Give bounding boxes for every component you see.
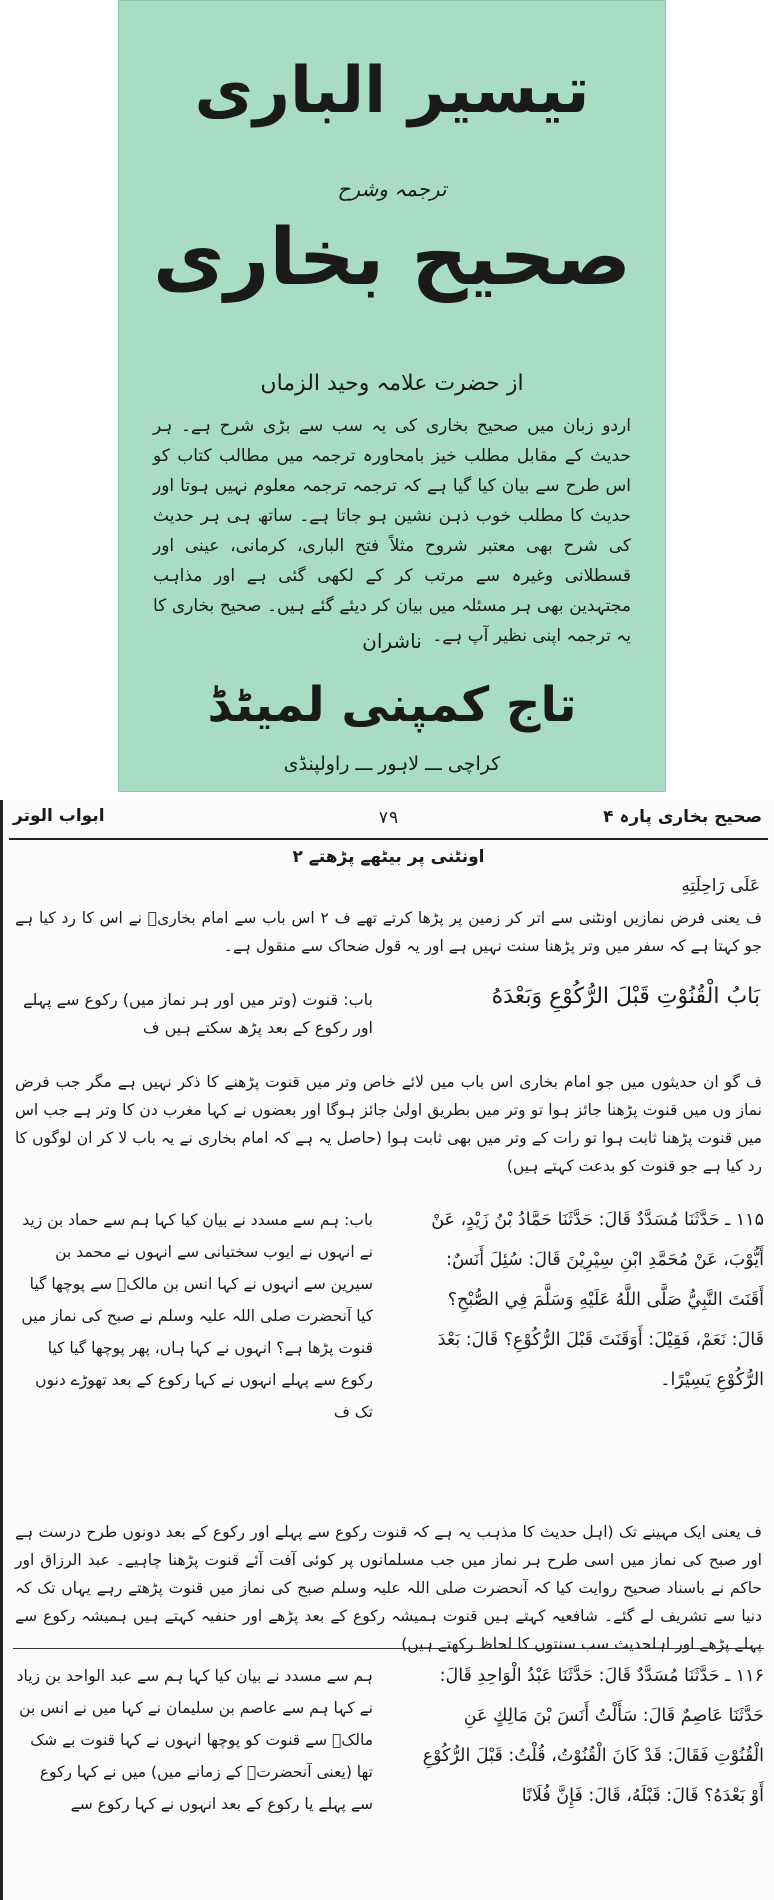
chapter-title-urdu: باب: قنوت (وتر میں اور ہر نماز میں) رکوع سے پہلے اور رکوع کے بعد پڑھ سکتے ہیں ف xyxy=(23,990,373,1037)
header-rule xyxy=(9,838,768,840)
publisher-cities: کراچی ـــ لاہور ـــ راولپنڈی xyxy=(283,753,501,775)
publisher-name: تاج کمپنی لمیٹڈ xyxy=(207,677,577,733)
hadith-116-arabic: ۱۱۶ ـ حَدَّثَنَا مُسَدَّدٌ قَالَ: حَدَّثَنَا عَبْدُ الْوَاحِدِ قَالَ: حَدَّثَنَا عَاصِمٌ قَالَ: سَأَلْتُ أَنَسَ بْنَ مَالِكٍ عَنِ الْقُنُوْتِ فَقَالَ: قَدْ كَانَ الْقُنُوْتُ، قُلْتُ: قَبْلَ الرُّكُوْعِ أَوْ بَعْدَهُ؟ قَالَ: قَبْلَهُ، قَالَ: فَإِنَّ فُلَانًا xyxy=(422,1666,764,1806)
book-cover xyxy=(118,0,666,792)
footnote-paragraph-1: ف یعنی فرض نمازیں اونٹنی سے اتر کر زمین پر پڑھا کرتے تھے ف ۲ اس باب سے امام بخاریؒ نے اس کا رد کیا ہے جو کہتا ہے کہ سفر میں وتر پڑھنا سنت نہیں ہے اور یہ قول ضحاک سے منقول ہے۔ xyxy=(15,909,762,955)
publisher-label: ناشران xyxy=(362,629,422,653)
arabic-line: عَلَى رَاحِلَتِهِ xyxy=(681,876,760,896)
page-number: ۷۹ xyxy=(378,808,399,828)
section-divider xyxy=(13,1648,764,1649)
scanned-page xyxy=(0,800,774,1900)
cover-title: تیسیر الباری xyxy=(194,54,590,128)
cover-subtitle: ترجمہ وشرح xyxy=(337,177,447,201)
section-heading: اونٹنی پر بیٹھے پڑھتے ۲ xyxy=(292,847,485,867)
hadith-115-arabic: ۱۱۵ ـ حَدَّثَنَا مُسَدَّدٌ قَالَ: حَدَّثَنَا حَمَّادُ بْنُ زَيْدٍ، عَنْ أَيُّوْبَ، عَنْ مُحَمَّدِ ابْنِ سِيْرِيْنَ قَالَ: سُئِلَ أَنَسٌ: أَقَنَتَ النَّبِيُّ صَلَّى اللَّهُ عَلَيْهِ وَسَلَّمَ فِي الصُّبْحِ؟ قَالَ: نَعَمْ، فَقِيْلَ: أَوَقَنَتَ قَبْلَ الرُّكُوْعِ؟ قَالَ: بَعْدَ الرُّكُوْعِ يَسِيْرًا۔ xyxy=(431,1210,764,1390)
cover-description: اردو زبان میں صحیح بخاری کی یہ سب سے بڑی شرح ہے۔ ہر حدیث کے مقابل مطلب خیز بامحاورہ ترجمہ میں مطالب کتاب کو اس طرح سے بیان کیا گیا ہے کہ ترجمہ ترجمہ معلوم نہیں ہوتا اور حدیث کا مطلب خوب ذہن نشین ہو جاتا ہے۔ ساتھ ہی ہر حدیث کی شرح بھی معتبر شروح مثلاً فتح الباری، کرمانی، عینی اور قسطلانی وغیرہ سے مرتب کر کے لکھی گئی ہے اور مذاہب مجتہدین بھی ہر مسئلہ میں بیان کر دیئے گئے ہیں۔ صحیح بخاری کا یہ ترجمہ اپنی نظیر آپ ہے۔ xyxy=(153,416,631,646)
header-chapter: ابواب الوتر xyxy=(13,806,105,826)
hadith-115-urdu: باب: ہم سے مسدد نے بیان کیا کہا ہم سے حماد بن زید نے انہوں نے ایوب سختیانی سے انہوں نے محمد بن سیرین سے انہوں نے کہا انس بن مالکؓ سے پوچھا گیا کیا آنحضرت صلی اللہ علیہ وسلم نے صبح کی نماز میں قنوت پڑھا ہے؟ انہوں نے کہا ہاں، پھر پوچھا گیا کیا رکوع سے پہلے انہوں نے کہا رکوع کے بعد تھوڑے دنوں تک ف xyxy=(21,1211,373,1421)
cover-author: از حضرت علامہ وحید الزماں xyxy=(260,371,524,396)
chapter-title-arabic: بَابُ الْقُنُوْتِ قَبْلَ الرُّكُوْعِ وَبَعْدَهُ xyxy=(491,984,760,1009)
footnote-paragraph-3: ف یعنی ایک مہینے تک (اہل حدیث کا مذہب یہ ہے کہ قنوت رکوع سے پہلے اور رکوع کے بعد دونوں طرح درست ہے اور صبح کی نماز میں اسی طرح ہر نماز میں جب مسلمانوں پر کوئی آفت آئے قنوت پڑھنا چاہیے۔ عبد الرزاق اور حاکم نے باسناد صحیح روایت کیا کہ آنحضرت صلی اللہ علیہ وسلم صبح کی نماز میں قنوت پڑھتے رہے یہاں تک کہ دنیا سے تشریف لے گئے۔ شافعیہ کہتے ہیں قنوت ہمیشہ رکوع کے بعد پڑھے اور حنفیہ کہتے ہیں ہمیشہ رکوع سے پہلے پڑھے اور اہلحدیث سب سنتوں کا لحاظ رکھتے ہیں) xyxy=(15,1523,762,1653)
cover-title-2: صحیح بخاری xyxy=(153,213,631,303)
hadith-116-urdu: ہم سے مسدد نے بیان کیا کہا ہم سے عبد الواحد بن زیاد نے کہا ہم سے عاصم بن سلیمان نے کہا میں نے انس بن مالکؓ سے قنوت کو پوچھا انہوں نے کہا قنوت بے شک تھا (یعنی آنحضرتؐ کے زمانے میں) میں نے کہا رکوع سے پہلے یا رکوع کے بعد انہوں نے کہا رکوع سے xyxy=(16,1667,373,1813)
page-header xyxy=(3,800,774,840)
header-book-part: صحیح بخاری پارہ ۴ xyxy=(603,807,762,827)
footnote-paragraph-2: ف گو ان حدیثوں میں جو امام بخاری اس باب میں لائے خاص وتر میں قنوت پڑھنے کا ذکر نہیں ہے مگر جب فرض نماز وں میں قنوت پڑھنا جائز ہوا تو وتر میں بطریق اولیٰ جائز ہوگا اور بعضوں نے کہا مغرب دن کا وتر ہے جب اس میں قنوت پڑھنا ثابت ہوا تو رات کے وتر میں بھی ثابت ہوا (حاصل یہ ہے کہ امام بخاری نے یہ باب لا کر ان لوگوں کا رد کیا ہے جو قنوت کو بدعت کہتے ہیں) xyxy=(15,1073,762,1175)
